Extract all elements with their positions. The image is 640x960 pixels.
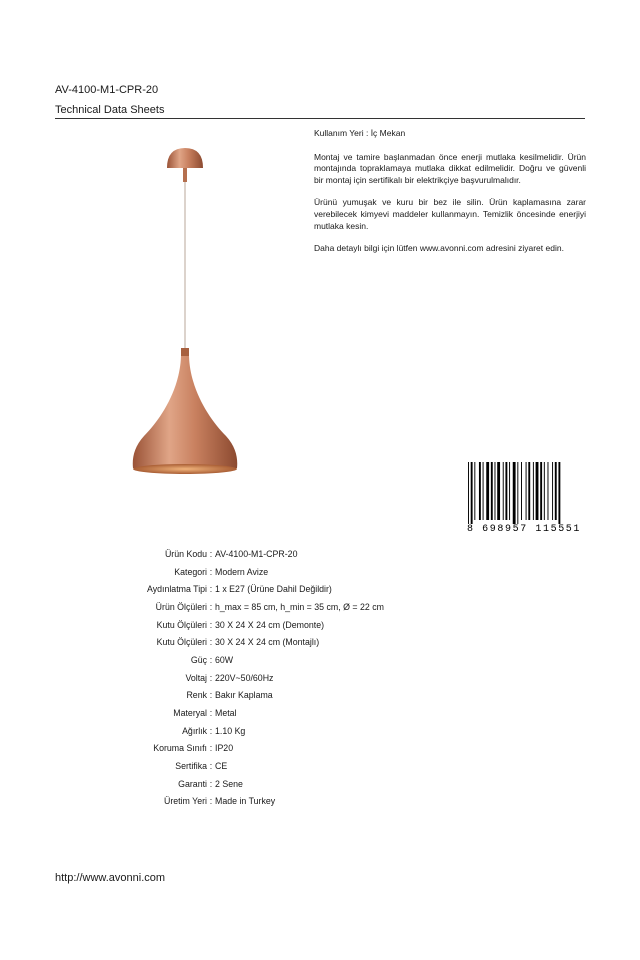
spec-row-urun-kodu: Ürün Kodu : AV-4100-M1-CPR-20 [100, 545, 384, 563]
barcode-bar [503, 462, 504, 520]
spec-label: Aydınlatma Tipi [147, 584, 207, 595]
spec-row-voltaj: Voltaj : 220V~50/60Hz [100, 669, 384, 687]
spec-value: Metal [215, 708, 237, 719]
spec-value: Modern Avize [215, 566, 269, 577]
barcode-bar [540, 462, 542, 520]
spec-row-aydinlatma-tipi: Aydınlatma Tipi : 1 x E27 (Ürüne Dahil Değildir) [100, 580, 384, 598]
barcode-bar [555, 462, 557, 520]
barcode-bar [513, 462, 516, 524]
spec-value: AV-4100-M1-CPR-20 [215, 548, 298, 559]
info-paragraph-website: Daha detaylı bilgi için lütfen www.avonni.com adresini ziyaret edin. [314, 243, 564, 254]
spec-table [100, 545, 384, 810]
spec-value: Bakır Kaplama [215, 690, 273, 701]
barcode-bar [521, 462, 522, 520]
barcode-digits: 8 698957 115551 [466, 524, 582, 534]
spec-row-sertifika: Sertifika : CE [100, 757, 384, 775]
barcode-bar [505, 462, 507, 520]
info-panel [314, 128, 586, 266]
barcode-bar [486, 462, 489, 520]
spec-value: IP20 [215, 743, 234, 754]
barcode-bar [474, 462, 475, 520]
barcode-bar [533, 462, 534, 520]
spec-row-kategori: Kategori : Modern Avize [100, 563, 384, 581]
spec-label: Garanti [178, 778, 207, 789]
spec-value: CE [215, 761, 228, 772]
footer-website-link[interactable]: http://www.avonni.com [55, 872, 166, 884]
spec-value: 60W [215, 654, 234, 665]
barcode-bar [468, 462, 469, 524]
spec-row-garanti: Garanti : 2 Sene [100, 775, 384, 793]
spec-value: 1 x E27 (Ürüne Dahil Değildir) [215, 584, 332, 595]
barcode-bar [552, 462, 553, 520]
barcode-bar [479, 462, 481, 520]
spec-row-koruma-sinifi: Koruma Sınıfı : IP20 [100, 740, 384, 758]
barcode-bar [548, 462, 549, 520]
document-subtitle: Technical Data Sheets [55, 104, 165, 116]
product-code-heading: AV-4100-M1-CPR-20 [55, 84, 159, 96]
spec-label: Ağırlık [182, 725, 207, 736]
spec-label: Kategori [174, 566, 207, 577]
barcode-bar [526, 462, 527, 520]
spec-row-materyal: Materyal : Metal [100, 704, 384, 722]
spec-label: Voltaj [185, 672, 207, 683]
spec-row-uretim-yeri: Üretim Yeri : Made in Turkey [100, 793, 384, 811]
spec-row-urun-olculeri: Ürün Ölçüleri : h_max = 85 cm, h_min = 35 cm, Ø = 22 cm [100, 598, 384, 616]
barcode-bar [495, 462, 496, 520]
barcode-bar [517, 462, 518, 524]
spec-label: Üretim Yeri [163, 796, 207, 807]
barcode-bar [471, 462, 473, 524]
spec-label: Kutu Ölçüleri [156, 619, 207, 630]
spec-label: Renk [186, 690, 207, 701]
barcode-bar [491, 462, 493, 520]
spec-value: h_max = 85 cm, h_min = 35 cm, Ø = 22 cm [215, 601, 384, 612]
spec-row-agirlik: Ağırlık : 1.10 Kg [100, 722, 384, 740]
spec-value: 1.10 Kg [215, 725, 246, 736]
barcode-bar [509, 462, 510, 520]
barcode-bar [558, 462, 560, 524]
copper-pendant-lamp-image [120, 140, 250, 480]
barcode-bar [544, 462, 545, 520]
spec-label: Koruma Sınıfı [153, 743, 207, 754]
spec-value: 220V~50/60Hz [215, 672, 274, 683]
spec-value: Made in Turkey [215, 796, 276, 807]
spec-row-renk: Renk : Bakır Kaplama [100, 687, 384, 705]
barcode-bar [528, 462, 530, 520]
spec-row-kutu-olculeri-montajli: Kutu Ölçüleri : 30 X 24 X 24 cm (Montajlı) [100, 633, 384, 651]
spec-label: Ürün Ölçüleri [155, 601, 207, 612]
spec-row-guc: Güç : 60W [100, 651, 384, 669]
barcode [462, 460, 586, 534]
header-divider [55, 118, 585, 119]
info-paragraph-safety: Montaj ve tamire başlanmadan önce enerji mutlaka kesilmelidir. Ürün montajında topraklamaya mutlaka dikkat edilmelidir. Doğru ve güvenli bir montaj için sertifikalı bir elektrikçiye başvurulmalıdır. [314, 151, 586, 185]
barcode-bars [468, 462, 560, 524]
spec-value: 2 Sene [215, 778, 243, 789]
spec-label: Kutu Ölçüleri [156, 637, 207, 648]
spec-row-kutu-olculeri-demonte: Kutu Ölçüleri : 30 X 24 X 24 cm (Demonte) [100, 616, 384, 634]
spec-label: Sertifika [175, 761, 207, 772]
barcode-bar [483, 462, 484, 520]
barcode-bar [497, 462, 500, 520]
spec-label: Materyal [173, 708, 207, 719]
spec-value: 30 X 24 X 24 cm (Montajlı) [215, 637, 320, 648]
spec-value: 30 X 24 X 24 cm (Demonte) [215, 619, 325, 630]
spec-label: Ürün Kodu [164, 548, 207, 559]
usage-location: Kullanım Yeri : İç Mekan [314, 128, 406, 138]
spec-label: Güç [190, 654, 207, 665]
barcode-bar [536, 462, 539, 520]
info-paragraph-cleaning: Ürünü yumuşak ve kuru bir bez ile silin. Ürün kaplamasına zarar verebilecek kimyevi maddeler kullanmayın. Temizlik öncesinde enerjiyi mutlaka kesin. [314, 197, 586, 231]
